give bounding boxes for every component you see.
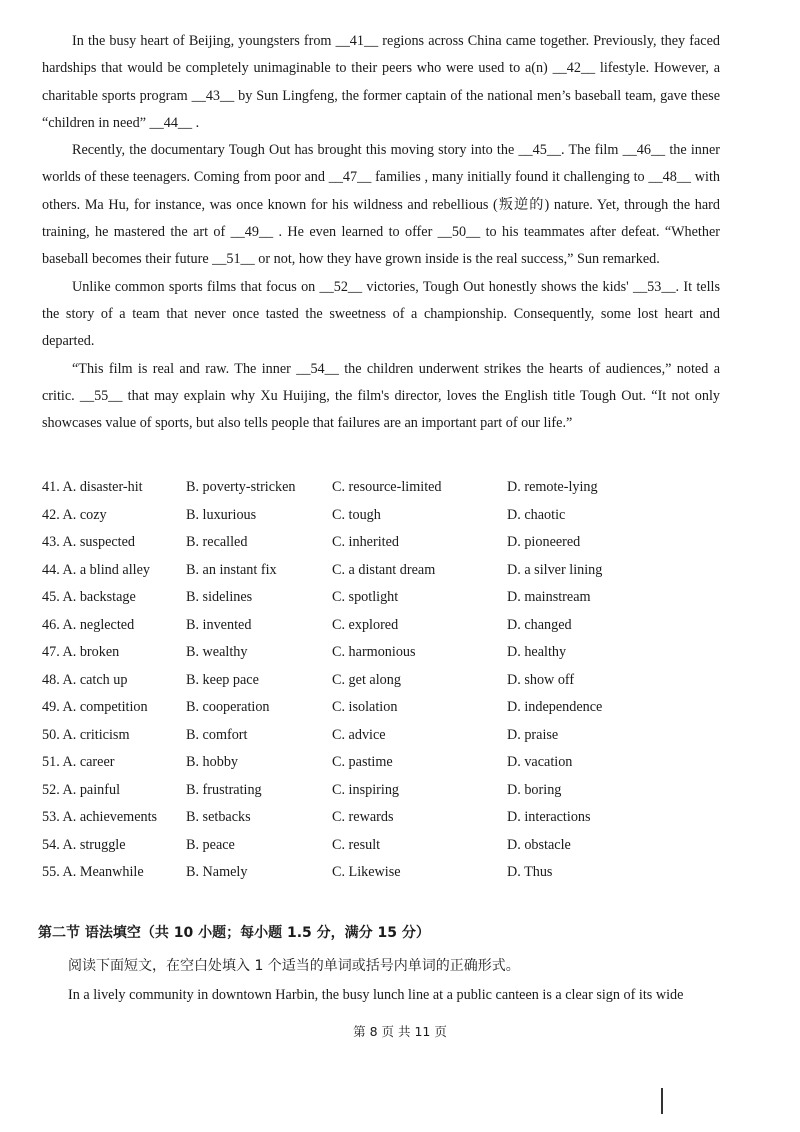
option-row [42,804,742,832]
option-row [42,474,742,502]
option-c: C. spotlight [332,589,399,605]
option-row [42,529,742,557]
option-c: C. rewards [332,809,394,825]
option-row [42,694,742,722]
option-c: C. isolation [332,699,398,715]
passage-paragraph-2: Recently, the documentary Tough Out has brought this moving story into the __45__. The film __46__ the inner worlds of these teenagers. Coming from poor and __47__ families , many initially found it challenging to __48__ with others. Ma Hu, for instance, was once known for his wildness and rebellious (叛逆的) nature. Yet, through the hard training, he mastered the art of __49__ . He even learned to offer __50__ to his teammates after defeat. “Whether baseball becomes their future __51__ or not, how they have grown inside is the real success,” Sun remarked. [42,142,720,268]
scan-edge-mark [661,1088,663,1114]
option-c: C. result [332,836,381,853]
option-a: 55. A. Meanwhile [42,864,144,880]
answer-options [42,474,742,887]
option-d: D. mainstream [507,589,591,605]
option-c: C. get along [332,671,401,688]
option-d: D. changed [507,616,572,633]
option-row [42,777,742,805]
passage-paragraph-1: In the busy heart of Beijing, youngsters from __41__ regions across China came together. Previously, they faced hardships that would be completely unimaginable to their peers who were used to a(n) __42__ lifestyle. However, a charitable sports program __43__ by Sun Lingfeng, the former captain of the national men’s baseball team, gave these “children in need” __44__ . [42,33,720,131]
option-c: C. resource-limited [332,479,442,495]
option-c: C. inherited [332,534,399,550]
option-b: B. hobby [186,754,239,770]
section-instruction: 阅读下面短文，在空白处填入 1 个适当的单词或括号内单词的正确形式。 [68,958,520,974]
section-title: 第二节 语法填空（共 10 小题；每小题 1.5 分，满分 15 分） [38,925,430,941]
option-d: D. vacation [507,754,573,770]
option-c: C. harmonious [332,644,416,660]
option-row [42,639,742,667]
option-d: D. pioneered [507,534,581,550]
option-a: 47. A. broken [42,644,120,660]
option-b: B. setbacks [186,809,251,825]
option-c: C. tough [332,506,381,523]
option-row [42,502,742,530]
option-b: B. recalled [186,534,248,550]
option-d: D. obstacle [507,836,571,853]
page-number-footer: 第 8 页 共 11 页 [353,1024,447,1039]
option-c: C. advice [332,726,386,743]
option-a: 43. A. suspected [42,534,135,550]
option-b: B. peace [186,836,235,853]
option-a: 44. A. a blind alley [42,561,150,578]
option-b: B. Namely [186,864,248,880]
option-d: D. chaotic [507,506,566,523]
option-d: D. interactions [507,809,591,825]
option-row [42,667,742,695]
option-a: 48. A. catch up [42,671,128,688]
option-a: 41. A. disaster-hit [42,479,143,495]
option-row [42,859,742,887]
option-d: D. boring [507,781,562,798]
option-a: 54. A. struggle [42,836,126,853]
option-b: B. comfort [186,726,248,743]
option-b: B. poverty-stricken [186,479,296,495]
option-c: C. Likewise [332,864,401,880]
option-b: B. keep pace [186,671,259,688]
option-row [42,612,742,640]
option-b: B. sidelines [186,589,253,605]
option-b: B. an instant fix [186,561,277,578]
option-b: B. cooperation [186,699,270,715]
option-d: D. healthy [507,644,567,660]
option-c: C. inspiring [332,781,400,798]
option-a: 45. A. backstage [42,589,136,605]
option-d: D. show off [507,671,575,688]
option-c: C. a distant dream [332,561,436,578]
option-d: D. a silver lining [507,561,603,578]
cloze-passage [42,28,720,437]
option-d: D. remote-lying [507,479,598,495]
option-b: B. wealthy [186,644,248,660]
option-b: B. luxurious [186,506,257,523]
option-d: D. independence [507,699,603,715]
option-a: 53. A. achievements [42,809,158,825]
option-a: 51. A. career [42,754,115,770]
grammar-passage-start: In a lively community in downtown Harbin, the busy lunch line at a public canteen is a clear sign of its wide [68,987,684,1003]
option-a: 49. A. competition [42,699,148,715]
option-a: 46. A. neglected [42,616,135,633]
option-a: 42. A. cozy [42,506,107,523]
option-d: D. praise [507,726,559,743]
option-row [42,584,742,612]
option-row [42,749,742,777]
passage-paragraph-4: “This film is real and raw. The inner __54__ the children underwent strikes the hearts of audiences,” noted a critic. __55__ that may explain why Xu Huijing, the film's director, loves the English title Tough Out. “It not only showcases value of sports, but also tells people that failures are an important part of our life.” [42,360,720,432]
option-row [42,557,742,585]
option-c: C. explored [332,616,399,633]
option-b: B. frustrating [186,781,262,798]
option-b: B. invented [186,616,252,633]
option-row [42,832,742,860]
option-c: C. pastime [332,754,393,770]
option-a: 52. A. painful [42,781,121,798]
option-d: D. Thus [507,864,553,880]
option-row [42,722,742,750]
option-a: 50. A. criticism [42,726,130,743]
passage-paragraph-3: Unlike common sports films that focus on __52__ victories, Tough Out honestly shows the kids' __53__. It tells the story of a team that never once tasted the sweetness of a championship. Consequently, some lost heart and departed. [42,278,720,350]
